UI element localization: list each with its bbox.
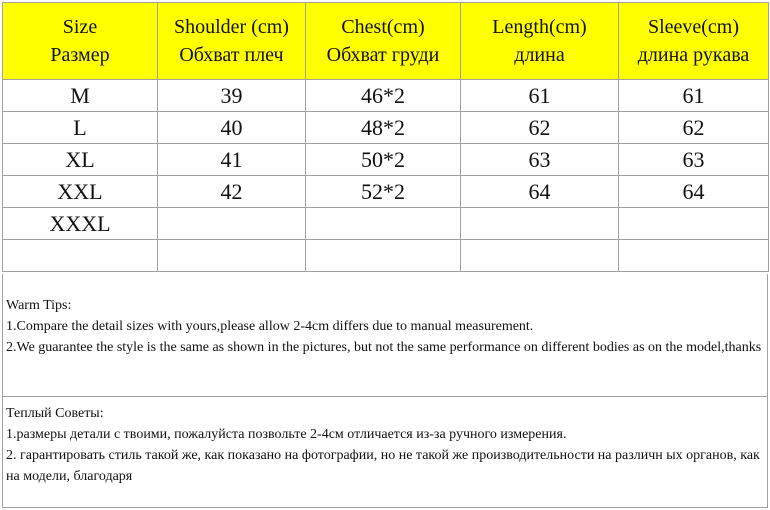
table-row <box>3 144 769 176</box>
shoulder-cell: 40 <box>158 112 306 144</box>
length-cell: 64 <box>461 176 619 208</box>
size-cell: XXXL <box>3 208 158 240</box>
size-cell <box>3 240 158 272</box>
shoulder-cell: 39 <box>158 80 306 112</box>
table-row <box>3 240 769 272</box>
tips-line-2: 2.We guarantee the style is the same as shown in the pictures, but not the same performance on different bodies as on the model,thanks <box>6 340 762 355</box>
table-row <box>3 176 769 208</box>
table-row <box>3 80 769 112</box>
tips-title: Теплый Советы: <box>6 406 104 421</box>
chest-cell: 46*2 <box>306 80 461 112</box>
header-sleeve: Sleeve(cm) длина рукава <box>619 3 769 80</box>
sleeve-cell: 62 <box>619 112 769 144</box>
header-chest: Chest(cm) Обхват груди <box>306 3 461 80</box>
tips-line-1: 1.размеры детали с твоими, пожалуйста позвольте 2-4см отличается из-за ручного измерения. <box>6 427 567 442</box>
length-cell: 61 <box>461 80 619 112</box>
chest-cell: 50*2 <box>306 144 461 176</box>
tips-title: Warm Tips: <box>6 298 72 313</box>
shoulder-cell: 42 <box>158 176 306 208</box>
tips-line-1: 1.Compare the detail sizes with yours,please allow 2-4cm differs due to manual measurement. <box>6 319 534 334</box>
header-size: Size Размер <box>3 3 158 80</box>
shoulder-cell <box>158 240 306 272</box>
sleeve-cell <box>619 208 769 240</box>
header-row <box>3 3 769 80</box>
size-cell: M <box>3 80 158 112</box>
sleeve-cell <box>619 240 769 272</box>
length-cell <box>461 208 619 240</box>
shoulder-cell <box>158 208 306 240</box>
chest-cell <box>306 240 461 272</box>
sleeve-cell: 63 <box>619 144 769 176</box>
size-cell: XXL <box>3 176 158 208</box>
length-cell: 63 <box>461 144 619 176</box>
table-row <box>3 112 769 144</box>
tips-line-2: 2. гарантировать стиль такой же, как показано на фотографии, но не такой же производительности на различн ых органов, как на модели, благодаря <box>6 448 760 484</box>
size-cell: L <box>3 112 158 144</box>
size-chart-table <box>2 2 769 272</box>
shoulder-cell: 41 <box>158 144 306 176</box>
header-length: Length(cm) длина <box>461 3 619 80</box>
table-row <box>3 208 769 240</box>
chest-cell <box>306 208 461 240</box>
header-shoulder: Shoulder (cm) Обхват плеч <box>158 3 306 80</box>
sleeve-cell: 61 <box>619 80 769 112</box>
sleeve-cell: 64 <box>619 176 769 208</box>
chest-cell: 52*2 <box>306 176 461 208</box>
length-cell <box>461 240 619 272</box>
size-cell: XL <box>3 144 158 176</box>
length-cell: 62 <box>461 112 619 144</box>
warm-tips-russian <box>2 397 768 508</box>
warm-tips-english <box>2 274 768 397</box>
chest-cell: 48*2 <box>306 112 461 144</box>
